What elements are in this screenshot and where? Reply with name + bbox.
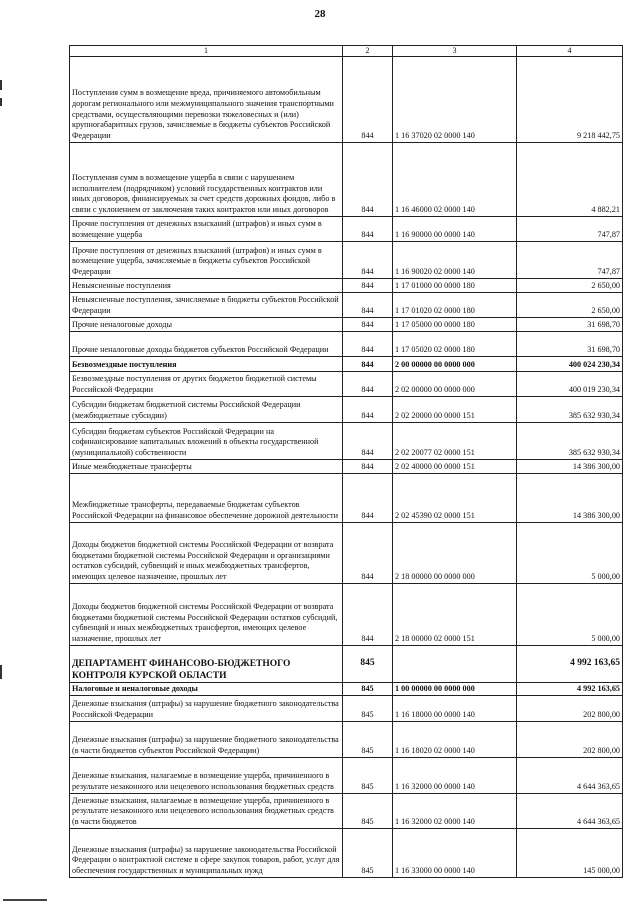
row-name: Прочие неналоговые доходы: [70, 318, 343, 332]
row-budget-code: 1 16 32000 02 0000 140: [393, 794, 517, 829]
table-row: [70, 474, 623, 523]
row-amount: 400 024 230,34: [517, 357, 623, 372]
row-amount: 14 386 300,00: [517, 460, 623, 474]
row-amount: 14 386 300,00: [517, 474, 623, 523]
row-admin-code: 844: [343, 57, 393, 143]
row-name: Доходы бюджетов бюджетной системы Российской Федерации от возврата бюджетами бюджетной системы Российской Федерации остатков субсидий, субвенций и иных межбюджетных трансфертов, имеющих целевое назначение, прошлых лет: [70, 584, 343, 646]
row-budget-code: [393, 646, 517, 683]
row-budget-code: 1 16 37020 02 0000 140: [393, 57, 517, 143]
row-amount: 4 992 163,65: [517, 683, 623, 696]
column-header: 3: [393, 46, 517, 57]
row-amount: 4 992 163,65: [517, 646, 623, 683]
row-budget-code: 2 02 45390 02 0000 151: [393, 474, 517, 523]
row-admin-code: 844: [343, 293, 393, 318]
row-amount: 31 698,70: [517, 332, 623, 357]
row-name: Безвозмездные поступления от других бюджетов бюджетной системы Российской Федерации: [70, 372, 343, 397]
row-name: Прочие поступления от денежных взысканий (штрафов) и иных сумм в возмещение ущерба: [70, 217, 343, 242]
row-amount: 4 882,21: [517, 143, 623, 217]
row-budget-code: 1 16 18000 00 0000 140: [393, 696, 517, 722]
table-row: [70, 584, 623, 646]
row-amount: 5 000,00: [517, 584, 623, 646]
row-budget-code: 2 00 00000 00 0000 000: [393, 357, 517, 372]
table-row: [70, 242, 623, 279]
table-row: [70, 397, 623, 423]
table-row: [70, 143, 623, 217]
table-row: [70, 683, 623, 696]
row-admin-code: 845: [343, 794, 393, 829]
table-row: [70, 279, 623, 293]
table-row: [70, 829, 623, 878]
row-name: ДЕПАРТАМЕНТ ФИНАНСОВО-БЮДЖЕТНОГО КОНТРОЛЯ КУРСКОЙ ОБЛАСТИ: [70, 646, 343, 683]
row-amount: 2 650,00: [517, 293, 623, 318]
row-admin-code: 844: [343, 279, 393, 293]
table-row: [70, 217, 623, 242]
row-name: Субсидии бюджетам бюджетной системы Российской Федерации (межбюджетные субсидии): [70, 397, 343, 423]
table-body: [70, 57, 623, 878]
table-row: [70, 357, 623, 372]
row-admin-code: 844: [343, 372, 393, 397]
row-budget-code: 1 17 05000 00 0000 180: [393, 318, 517, 332]
row-amount: 385 632 930,34: [517, 423, 623, 460]
row-name: Межбюджетные трансферты, передаваемые бюджетам субъектов Российской Федерации на финансовое обеспечение дорожной деятельности: [70, 474, 343, 523]
row-budget-code: 2 02 20000 00 0000 151: [393, 397, 517, 423]
table-row: [70, 423, 623, 460]
row-admin-code: 844: [343, 460, 393, 474]
row-amount: 9 218 442,75: [517, 57, 623, 143]
row-name: Невыясненные поступления: [70, 279, 343, 293]
column-header: 4: [517, 46, 623, 57]
row-admin-code: 844: [343, 318, 393, 332]
row-name: Доходы бюджетов бюджетной системы Российской Федерации от возврата бюджетами бюджетной системы Российской Федерации и организациями остатков субсидий, субвенций и иных межбюджетных трансфертов, имеющих целевое назначение, прошлых лет: [70, 523, 343, 584]
table-row: [70, 57, 623, 143]
row-budget-code: 1 17 01020 02 0000 180: [393, 293, 517, 318]
table-row: [70, 646, 623, 683]
row-admin-code: 844: [343, 242, 393, 279]
row-admin-code: 845: [343, 722, 393, 758]
revenue-table: [69, 45, 623, 878]
row-amount: 5 000,00: [517, 523, 623, 584]
column-header: 2: [343, 46, 393, 57]
row-admin-code: 845: [343, 683, 393, 696]
row-amount: 400 019 230,34: [517, 372, 623, 397]
row-amount: 4 644 363,65: [517, 794, 623, 829]
row-name: Прочие поступления от денежных взысканий (штрафов) и иных сумм в возмещение ущерба, зачисляемые в бюджеты субъектов Российской Федерации: [70, 242, 343, 279]
row-amount: 385 632 930,34: [517, 397, 623, 423]
row-amount: 4 644 363,65: [517, 758, 623, 794]
row-name: Прочие неналоговые доходы бюджетов субъектов Российской Федерации: [70, 332, 343, 357]
table-row: [70, 318, 623, 332]
row-amount: 747,87: [517, 217, 623, 242]
row-admin-code: 844: [343, 332, 393, 357]
table-row: [70, 758, 623, 794]
page-number: 28: [314, 8, 326, 20]
row-budget-code: 1 17 01000 00 0000 180: [393, 279, 517, 293]
row-budget-code: 2 02 20077 02 0000 151: [393, 423, 517, 460]
table-row: [70, 372, 623, 397]
row-name: Невыясненные поступления, зачисляемые в бюджеты субъектов Российской Федерации: [70, 293, 343, 318]
row-budget-code: 1 16 33000 00 0000 140: [393, 829, 517, 878]
scan-edge-mark: [0, 80, 2, 90]
row-admin-code: 844: [343, 474, 393, 523]
table-row: [70, 332, 623, 357]
row-admin-code: 844: [343, 397, 393, 423]
row-budget-code: 1 17 05020 02 0000 180: [393, 332, 517, 357]
table-row: [70, 696, 623, 722]
row-admin-code: 844: [343, 423, 393, 460]
row-budget-code: 2 18 00000 00 0000 000: [393, 523, 517, 584]
row-name: Субсидии бюджетам субъектов Российской Федерации на софинансирование капитальных вложений в объекты государственной (муниципальной) собственности: [70, 423, 343, 460]
row-admin-code: 845: [343, 758, 393, 794]
row-budget-code: 1 16 32000 00 0000 140: [393, 758, 517, 794]
row-admin-code: 844: [343, 523, 393, 584]
row-name: Денежные взыскания, налагаемые в возмещение ущерба, причиненного в результате незаконного или нецелевого использования бюджетных средств: [70, 758, 343, 794]
scan-edge-mark: [3, 899, 47, 901]
column-header: 1: [70, 46, 343, 57]
table-row: [70, 293, 623, 318]
row-name: Денежные взыскания (штрафы) за нарушение бюджетного законодательства (в части бюджетов субъектов Российской Федерации): [70, 722, 343, 758]
row-admin-code: 844: [343, 584, 393, 646]
row-budget-code: 1 16 18020 02 0000 140: [393, 722, 517, 758]
scan-edge-mark: [0, 665, 2, 679]
row-admin-code: 845: [343, 829, 393, 878]
row-amount: 31 698,70: [517, 318, 623, 332]
row-amount: 145 000,00: [517, 829, 623, 878]
row-admin-code: 845: [343, 696, 393, 722]
table-row: [70, 794, 623, 829]
row-budget-code: 1 16 90020 02 0000 140: [393, 242, 517, 279]
row-budget-code: 1 16 90000 00 0000 140: [393, 217, 517, 242]
row-budget-code: 2 02 00000 00 0000 000: [393, 372, 517, 397]
row-amount: 2 650,00: [517, 279, 623, 293]
row-name: Денежные взыскания (штрафы) за нарушение законодательства Российской Федерации о контрактной системе в сфере закупок товаров, работ, услуг для обеспечения государственных и муниципальных нужд: [70, 829, 343, 878]
row-name: Поступления сумм в возмещение ущерба в связи с нарушением исполнителем (подрядчиком) условий государственных контрактов или иных договоров, финансируемых за счет средств дорожных фондов, либо в связи с уклонением от заключения таких контрактов или иных договоров: [70, 143, 343, 217]
row-amount: 202 800,00: [517, 722, 623, 758]
row-admin-code: 845: [343, 646, 393, 683]
row-name: Денежные взыскания (штрафы) за нарушение бюджетного законодательства Российской Федерации: [70, 696, 343, 722]
table-row: [70, 523, 623, 584]
scan-edge-mark: [0, 98, 2, 106]
row-name: Денежные взыскания, налагаемые в возмещение ущерба, причиненного в результате незаконного или нецелевого использования бюджетных средств (в части бюджетов: [70, 794, 343, 829]
row-name: Иные межбюджетные трансферты: [70, 460, 343, 474]
row-admin-code: 844: [343, 143, 393, 217]
row-budget-code: 1 16 46000 02 0000 140: [393, 143, 517, 217]
row-name: Безвозмездные поступления: [70, 357, 343, 372]
row-amount: 202 800,00: [517, 696, 623, 722]
row-budget-code: 1 00 00000 00 0000 000: [393, 683, 517, 696]
row-admin-code: 844: [343, 357, 393, 372]
row-admin-code: 844: [343, 217, 393, 242]
row-budget-code: 2 02 40000 00 0000 151: [393, 460, 517, 474]
row-budget-code: 2 18 00000 02 0000 151: [393, 584, 517, 646]
row-amount: 747,87: [517, 242, 623, 279]
table-header-row: [70, 46, 623, 57]
row-name: Поступления сумм в возмещение вреда, причиняемого автомобильным дорогам регионального или межмуниципального значения транспортными средствами, осуществляющими перевозки тяжеловесных и (или) крупногабаритных грузов, зачисляемые в бюджеты субъектов Российской Федерации: [70, 57, 343, 143]
table-row: [70, 722, 623, 758]
row-name: Налоговые и неналоговые доходы: [70, 683, 343, 696]
table-row: [70, 460, 623, 474]
